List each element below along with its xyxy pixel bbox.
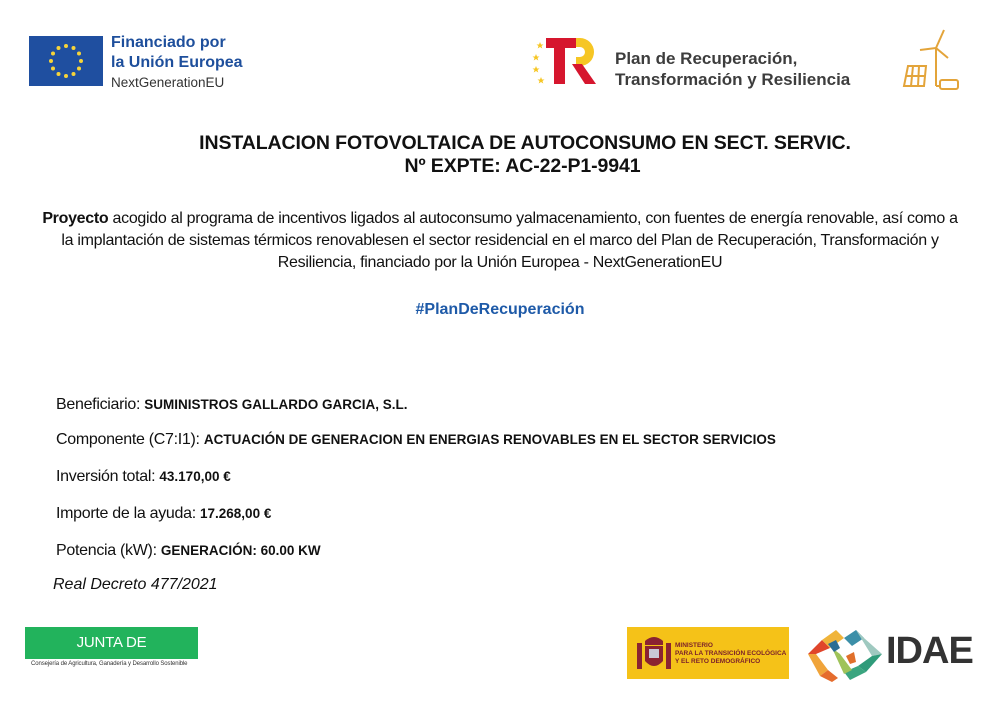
project-title [0,132,1000,178]
beneficiario-value: SUMINISTROS GALLARDO GARCIA, S.L. [144,397,408,412]
inversion-value: 43.170,00 € [159,469,231,484]
ministerio-text [675,642,786,666]
eu-funding-logo-text [111,33,243,93]
potencia-label: Potencia (kW): [56,542,161,559]
junta-extremadura-logo: JUNTA DE EXTREMADURA [25,627,198,659]
ministerio-line2: PARA LA TRANSICIÓN ECOLÓGICA [675,650,787,657]
potencia-row [56,542,321,560]
idae-logo-icon [806,626,884,682]
intro-lead: Proyecto [42,210,109,227]
hashtag: #PlanDeRecuperación [415,301,585,318]
eu-logo-line3: NextGenerationEU [111,75,225,90]
componente-row [56,431,776,449]
eu-logo-line2: la Unión Europea [111,54,243,71]
expediente-number: Nº EXPTE: AC-22-P1-9941 [404,155,641,177]
title-line1: INSTALACION FOTOVOLTAICA DE AUTOCONSUMO EN SECT. SERVIC. [199,132,851,154]
real-decreto: Real Decreto 477/2021 [53,576,218,593]
importe-row [56,505,271,523]
inversion-label: Inversión total: [56,468,160,485]
prtr-logo-text [615,48,850,90]
beneficiario-label: Beneficiario: [56,396,145,413]
eu-logo-line1: Financiado por [111,34,226,51]
prtr-line2: Transformación y Resiliencia [615,70,851,89]
junta-subtitle: Consejería de Agricultura, Ganadería y Desarrollo Sostenible [31,661,188,667]
inversion-row [56,468,231,486]
importe-value: 17.268,00 € [200,506,272,521]
intro-text: acogido al programa de incentivos ligados al autoconsumo yalmacenamiento, con fuentes de energía renovable, así como a la implantación de sistemas térmicos renovablesen el sector residencial en el marco del Plan de Recuperación, Transformación y Resiliencia, financiado por la Unión Europea - NextGenerationEU [61,210,958,271]
componente-value: ACTUACIÓN DE GENERACION EN ENERGIAS RENOVABLES EN EL SECTOR SERVICIOS [203,432,776,447]
beneficiario-row [56,396,408,414]
ministerio-line1: MINISTERIO [675,642,713,649]
prtr-line1: Plan de Recuperación, [615,49,798,68]
potencia-value: GENERACIÓN: 60.00 KW [160,543,321,558]
eu-flag-icon [29,36,103,86]
importe-label: Importe de la ayuda: [56,505,201,522]
spain-coat-of-arms-icon [635,633,673,673]
componente-label: Componente (C7:I1): [56,431,204,448]
idae-logo-text: IDAE [886,630,973,672]
wind-solar-icon [898,28,964,94]
intro-paragraph [40,208,960,274]
prtr-logo-icon [530,34,600,86]
ministerio-line3: Y EL RETO DEMOGRÁFICO [675,658,761,665]
ministerio-logo [627,627,789,679]
